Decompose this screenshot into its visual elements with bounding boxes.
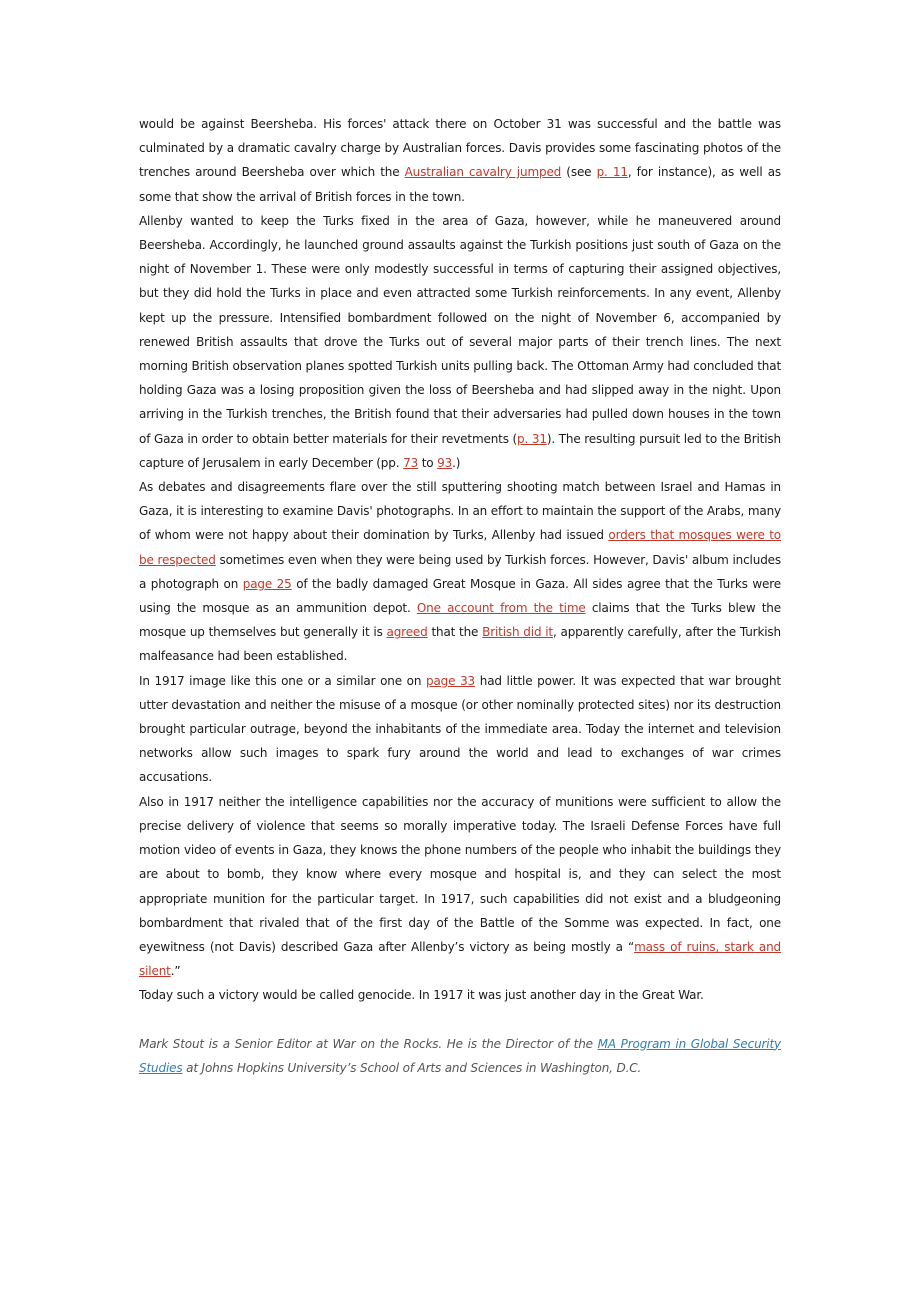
link-orders-mosques-respected[interactable]: orders that mosques were to be respected: [139, 528, 781, 567]
link-page-25[interactable]: page 25: [242, 576, 292, 591]
link-agreed[interactable]: agreed: [386, 625, 428, 640]
paragraph-text: to: [418, 455, 438, 470]
link-british-did-it[interactable]: British did it: [482, 625, 553, 640]
link-ma-program[interactable]: MA Program in Global Security Studies: [139, 1036, 781, 1075]
link-one-account-from-the-time[interactable]: One account from the time: [416, 601, 586, 616]
paragraph-text: .): [452, 455, 461, 470]
paragraph-text: ). The resulting pursuit led to the British capture of Jerusalem in early December (pp.: [139, 431, 781, 470]
paragraph-text: In 1917 image like this one or a similar one on: [139, 673, 427, 688]
paragraph-conclusion: [139, 983, 781, 1007]
article-body: [139, 112, 781, 1080]
paragraph-text: sometimes even when they were being used by Turkish forces. However, Davis' album includes a photograph on: [139, 552, 782, 591]
link-page-11[interactable]: p. 11: [596, 165, 628, 180]
paragraph-text: claims that the Turks blew the mosque up themselves but generally it is: [139, 601, 781, 640]
paragraph-text: Today such a victory would be called genocide. In 1917 it was just another day in the Great War.: [139, 988, 704, 1003]
paragraph-text: would be against Beersheba. His forces' attack there on October 31 was successful and the battle was culminated by a dramatic cavalry charge by Australian forces. Davis provides some fascinating photos of the trenches around Beersheba over which the: [139, 117, 781, 180]
paragraph-mosque: [139, 475, 781, 669]
link-page-33[interactable]: page 33: [426, 673, 476, 688]
paragraph-text: (see: [561, 165, 597, 180]
paragraph-text: of the badly damaged Great Mosque in Gaza. All sides agree that the Turks were using the mosque as an ammunition depot.: [139, 576, 781, 616]
paragraph-text: .”: [170, 964, 181, 979]
link-mass-of-ruins[interactable]: mass of ruins, stark and silent: [139, 939, 782, 979]
paragraph-beersheba: [139, 112, 781, 209]
paragraph-text: , for instance), as well as some that show the arrival of British forces in the town.: [139, 165, 781, 204]
link-page-31[interactable]: p. 31: [517, 431, 547, 446]
bio-text: at Johns Hopkins University’s School of Arts and Sciences in Washington, D.C.: [182, 1060, 642, 1075]
paragraph-text: Allenby wanted to keep the Turks fixed in the area of Gaza, however, while he maneuvered around Beersheba. Accordingly, he launched ground assaults against the Turkish positions just south of Gaza on the night of November 1. These were only modestly successful in terms of capturing their assigned objectives, but they did hold the Turks in place and even attracted some Turkish reinforcements. In any event, Allenby kept up the pressure. Intensified bombardment followed on the night of November 6, accompanied by renewed British assaults that drove the Turks out of several major parts of their trench lines. The next morning British observation planes spotted Turkish units pulling back. The Ottoman Army had concluded that holding Gaza was a losing proposition given the loss of Beersheba and had slipped away in the night. Upon arriving in the Turkish trenches, the British found that their adversaries had pulled down houses in the town of Gaza in order to obtain better materials for their revetments (: [139, 213, 781, 446]
paragraph-text: As debates and disagreements flare over the still sputtering shooting match between Israel and Hamas in Gaza, it is interesting to examine Davis' photographs. In an effort to maintain the support of the Arabs, many of whom were not happy about their domination by Turks, Allenby had issued: [139, 480, 781, 543]
paragraph-gaza-assaults: [139, 209, 781, 475]
link-australian-cavalry-jumped[interactable]: Australian cavalry jumped: [404, 165, 562, 180]
paragraph-text: , apparently carefully, after the Turkish malfeasance had been established.: [139, 625, 781, 664]
paragraph-text: Also in 1917 neither the intelligence capabilities nor the accuracy of munitions were sufficient to allow the precise delivery of violence that seems so morally imperative today. The Israeli Defense Forces have full motion video of events in Gaza, they knows the phone numbers of the people who inhabit the buildings they are about to bomb, they know where every mosque and hospital is, and they can select the most appropriate munition for the particular target. In 1917, such capabilities did not exist and a bludgeoning bombardment that rivaled that of the first day of the Battle of the Somme was expected. In fact, one eyewitness (not Davis) described Gaza after Allenby’s victory as being mostly a “: [139, 794, 781, 954]
paragraph-text: that the: [427, 625, 483, 640]
link-page-93[interactable]: 93: [437, 455, 453, 470]
bio-text: Mark Stout is a Senior Editor at War on the Rocks. He is the Director of the: [139, 1036, 598, 1051]
author-bio: [139, 1032, 781, 1080]
link-page-73[interactable]: 73: [403, 455, 419, 470]
paragraph-image-power: [139, 669, 781, 790]
paragraph-text: had little power. It was expected that war brought utter devastation and neither the misuse of a mosque (or other nominally protected sites) nor its destruction brought particular outrage, beyond the inhabitants of the immediate area. Today the internet and television networks allow such images to spark fury around the world and lead to exchanges of war crimes accusations.: [139, 673, 781, 785]
paragraph-capabilities: [139, 790, 781, 984]
